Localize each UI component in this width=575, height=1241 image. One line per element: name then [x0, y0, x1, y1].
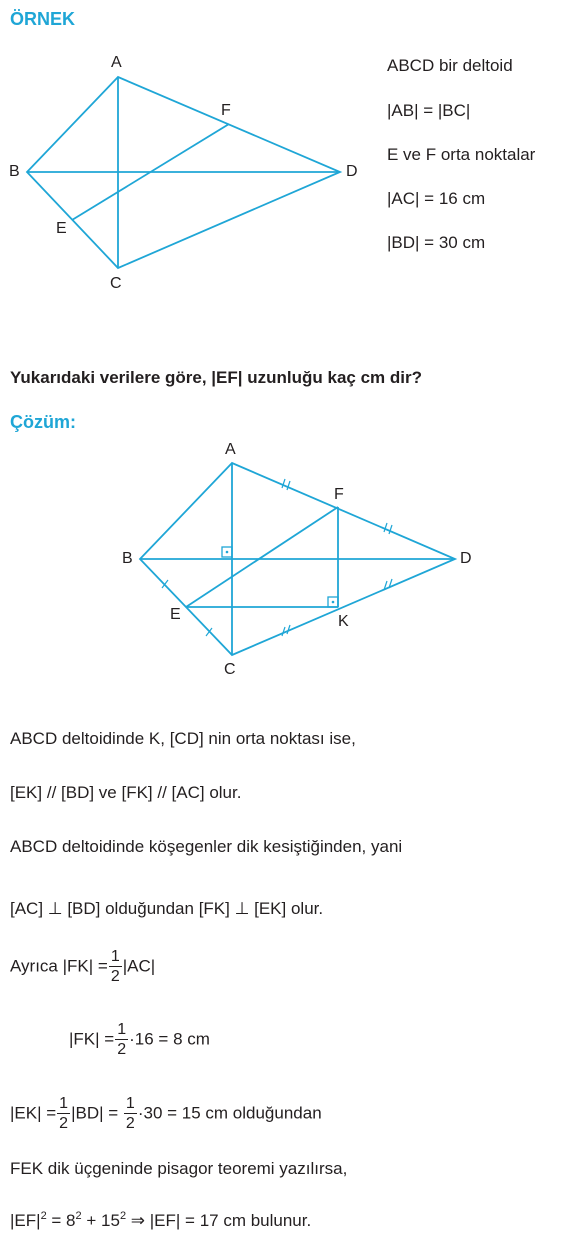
solution-line-pythagoras: $|EF|^2 = 8^2 + 15^2$ ⇒ |EF| = 17 cm bulunur.	[10, 1210, 312, 1230]
fraction-one-half: $\frac{1}{2}$	[110, 948, 120, 985]
label-d-2: D	[460, 550, 472, 567]
label-d-1: D	[346, 163, 358, 180]
label-f-1: F	[221, 102, 231, 119]
label-e-1: E	[56, 220, 67, 237]
fraction-one-half: $\frac{1}{2}$	[117, 1021, 127, 1058]
label-e-2: E	[170, 606, 181, 623]
fraction-one-half: $\frac{1}{2}$	[125, 1095, 135, 1132]
fraction-one-half: $\frac{1}{2}$	[59, 1095, 69, 1132]
tick-marks	[162, 479, 392, 636]
solution-line-ek-value: |EK| = $\frac{1}{2}$ |BD| = $\frac{1}{2}$ ·30 = 15 cm olduğundan	[10, 1095, 322, 1132]
label-f-2: F	[334, 486, 344, 503]
segment-ef-2	[186, 507, 338, 607]
solution-line: ABCD deltoidinde köşegenler dik kesiştiğinden, yani	[10, 837, 403, 856]
given-line: |BD| = 30 cm	[387, 233, 486, 252]
given-line: |AC| = 16 cm	[387, 189, 486, 208]
label-b-1: B	[9, 163, 20, 180]
solution-line: [AC] ⊥ [BD] olduğundan [FK] ⊥ [EK] olur.	[10, 899, 324, 918]
label-a-2: A	[225, 441, 236, 458]
label-c-2: C	[224, 661, 236, 678]
given-line: E ve F orta noktalar	[387, 145, 536, 164]
label-k-2: K	[338, 613, 349, 630]
example-heading: ÖRNEK	[10, 9, 76, 29]
label-a-1: A	[111, 54, 122, 71]
solution-line: ABCD deltoidinde K, [CD] nin orta noktası ise,	[10, 729, 356, 748]
solution-heading: Çözüm:	[10, 412, 76, 432]
solution-line: [EK] // [BD] ve [FK] // [AC] olur.	[10, 783, 242, 802]
given-line: |AB| = |BC|	[387, 101, 471, 120]
question-text: Yukarıdaki verilere göre, |EF| uzunluğu kaç cm dir?	[10, 368, 422, 387]
label-b-2: B	[122, 550, 133, 567]
given-line: ABCD bir deltoid	[387, 56, 513, 75]
solution-line-fk-value: |FK| = $\frac{1}{2}$ ·16 = 8 cm	[69, 1021, 210, 1058]
solution-line: FEK dik üçgeninde pisagor teoremi yazılırsa,	[10, 1159, 348, 1178]
label-c-1: C	[110, 275, 122, 292]
solution-line-fk-formula: Ayrıca |FK| = $\frac{1}{2}$ |AC|	[10, 948, 156, 985]
